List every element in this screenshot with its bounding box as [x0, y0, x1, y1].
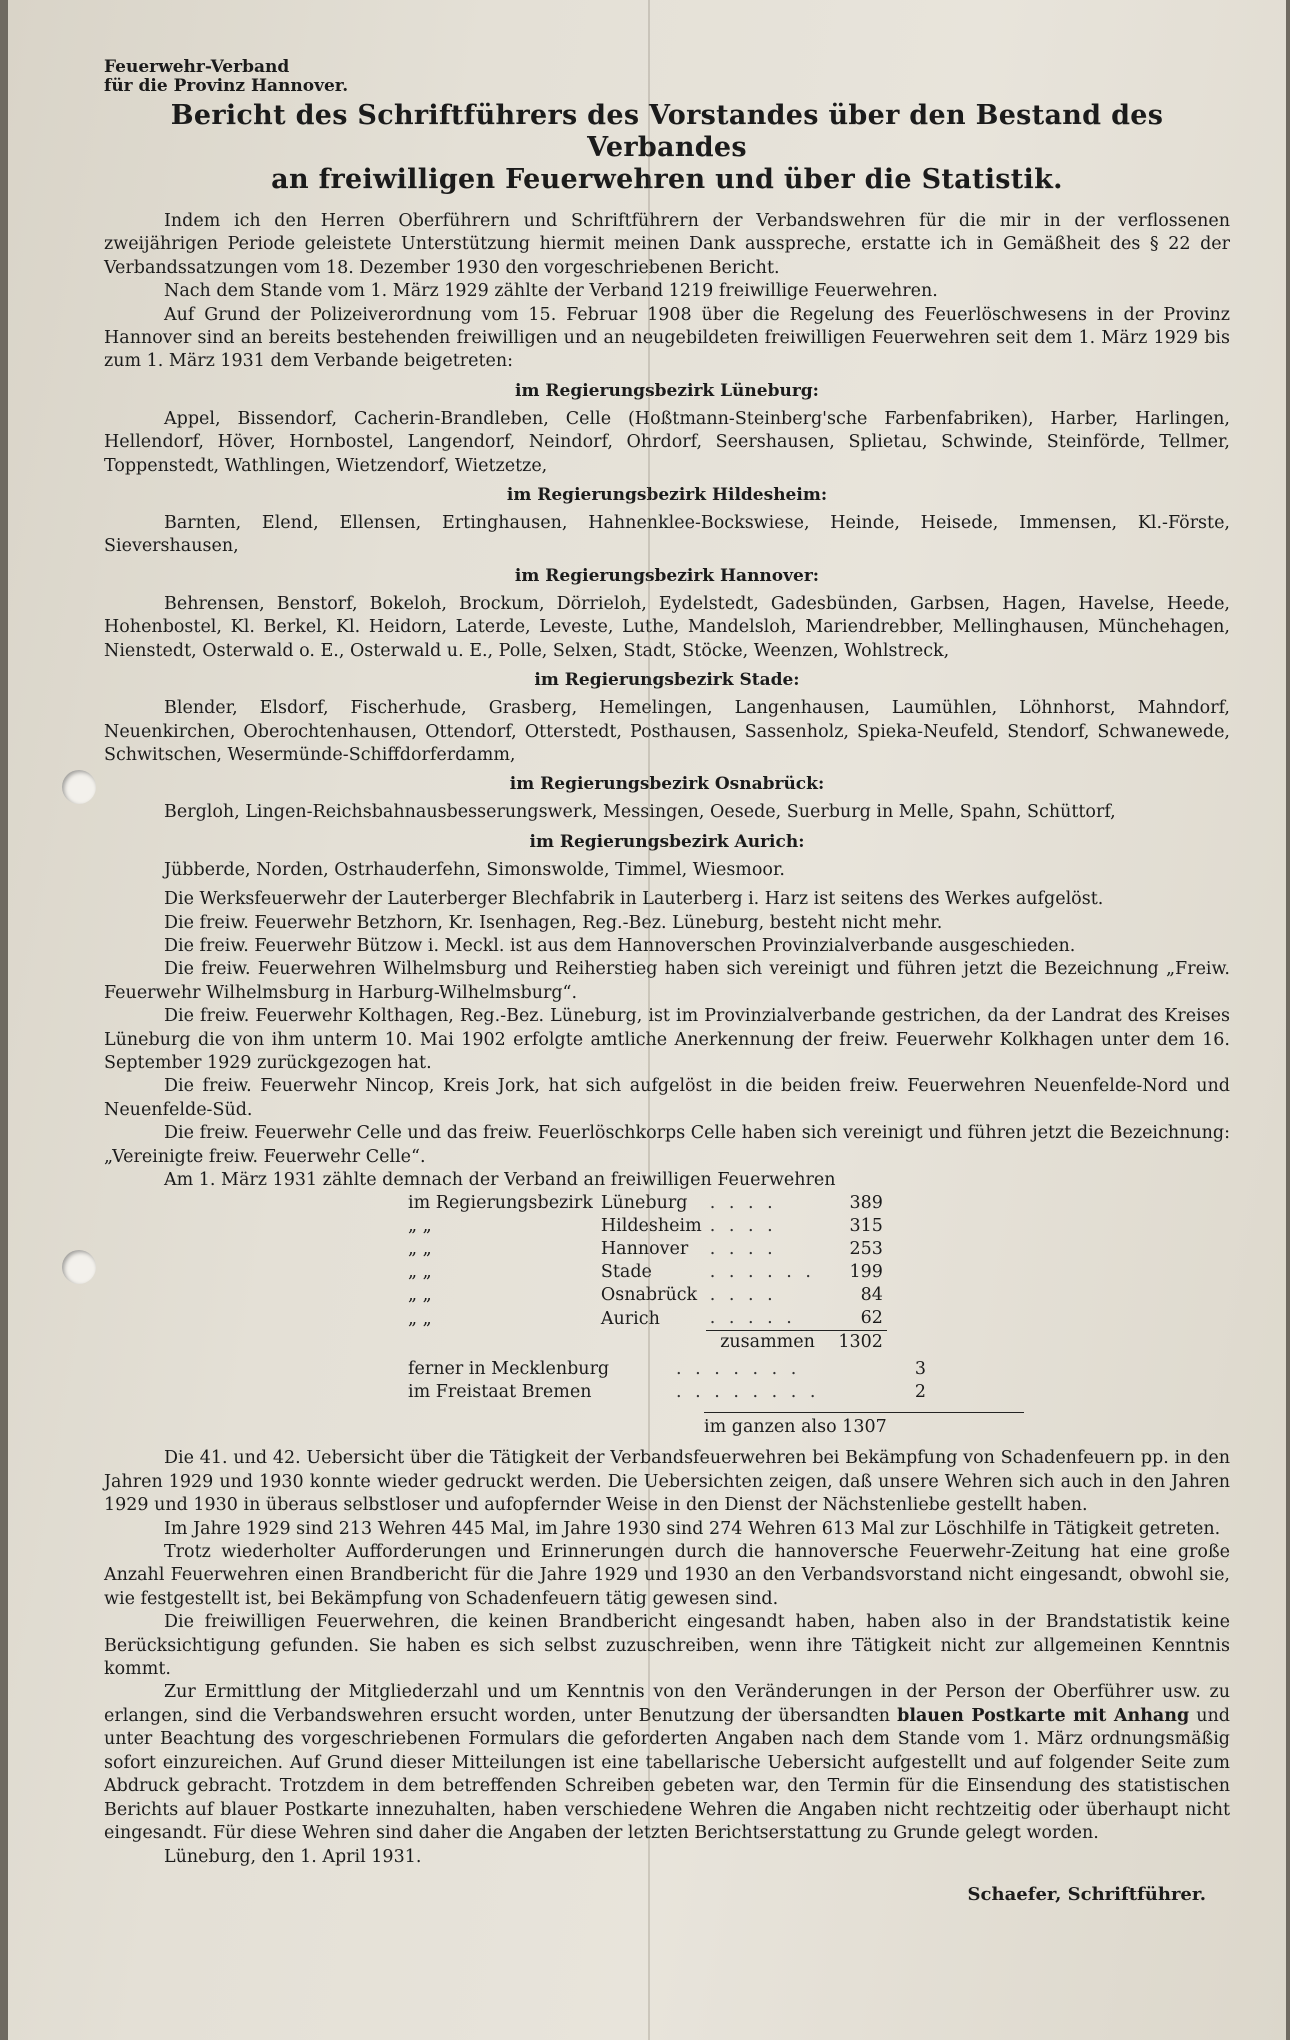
extra-label: ferner in Mecklenburg — [408, 1359, 610, 1380]
dateline: Lüneburg, den 1. April 1931. — [164, 1847, 422, 1868]
region-towns: Jübberde, Norden, Ostrhauderfehn, Simonswolde, Timmel, Wiesmoor. — [164, 859, 785, 880]
stats-region: Lüneburg — [600, 1193, 688, 1214]
table-row — [404, 1238, 887, 1261]
stats-count: 253 — [849, 1239, 883, 1260]
title-line-1: Bericht des Schriftführers des Vorstandes über den Bestand des Verbandes — [170, 100, 1164, 163]
stats-extra-table — [404, 1358, 930, 1404]
closing-paragraph: Im Jahre 1929 sind 213 Wehren 445 Mal, im Jahre 1930 sind 274 Wehren 613 Mal zur Löschhilfe in Tätigkeit getreten. — [164, 1518, 1221, 1539]
extra-label: im Freistaat Bremen — [408, 1382, 592, 1403]
table-row — [404, 1381, 930, 1404]
stats-region: Stade — [600, 1262, 652, 1283]
paper-fold — [648, 0, 650, 2040]
stats-dots: . . . . — [709, 1216, 777, 1237]
document-page — [8, 0, 1286, 2040]
stats-sum-label: zusammen — [706, 1331, 819, 1355]
final-part-1: Zur Ermittlung der Mitgliederzahl und um Kenntnis von den Veränderungen in der Person der Oberführer usw. zu erlangen, sind die Verbandswehren ersucht worden, unter Benutzung der übersandten — [104, 1682, 1230, 1726]
closing-paragraph: Die 41. und 42. Uebersicht über die Tätigkeit der Verbandsfeuerwehren bei Bekämpfung von Schadenfeuern pp. in den Jahren 1929 und 1930 konnte wieder gedruckt werden. Die Uebersichten zeigen, daß unsere Wehren sich auch in den Jahren 1929 und 1930 in überaus selbstloser und aufopfernder Weise in den Dienst der Nächstenliebe gestellt haben. — [104, 1448, 1230, 1516]
closing-paragraph-final — [104, 1681, 1230, 1845]
org-line-2: für die Provinz Hannover. — [104, 76, 349, 96]
closing-paragraph: Die freiwilligen Feuerwehren, die keinen Brandbericht eingesandt haben, haben also in der Brandstatistik keine Berücksichtigung gefunden. Sie haben es sich selbst zuzuschreiben, wenn ihre Tätigkeit nicht zur allgemeinen Kenntnis kommt. — [104, 1612, 1230, 1680]
stats-count: 199 — [849, 1262, 883, 1283]
stats-dots: . . . . . — [709, 1308, 796, 1329]
stats-region: Hildesheim — [600, 1216, 702, 1237]
table-row — [404, 1307, 887, 1331]
region-heading: im Regierungsbezirk Aurich: — [529, 831, 805, 852]
intro-paragraph-1: Indem ich den Herren Oberführern und Schriftführern der Verbandswehren für die mir in der verflossenen zweijährigen Periode geleistete Unterstützung hiermit meinen Dank ausspreche, erstatte ich in Gemäßheit des § 22 der Verbandssatzungen vom 18. Dezember 1930 den vorgeschriebenen Bericht. — [104, 211, 1230, 278]
closing-paragraph: Trotz wiederholter Aufforderungen und Erinnerungen durch die hannoversche Feuerwehr-Zeitung hat eine große Anzahl Feuerwehren einen Brandbericht für die Jahre 1929 und 1930 an den Verbandsvorstand nicht eingesandt, obwohl sie, wie festgestellt ist, bei Bekämpfung von Schadenfeuern tätig gewesen sind. — [104, 1542, 1230, 1609]
region-heading: im Regierungsbezirk Hannover: — [514, 565, 820, 586]
title-line-2: an freiwilligen Feuerwehren und über die Statistik. — [271, 164, 1063, 195]
change-note: Die freiw. Feuerwehr Celle und das freiw. Feuerlöschkorps Celle haben sich vereinigt und führen jetzt die Bezeichnung: „Vereinigte freiw. Feuerwehr Celle“. — [104, 1123, 1230, 1167]
region-towns: Blender, Elsdorf, Fischerhude, Grasberg, Hemelingen, Langenhausen, Laumühlen, Löhnhorst, Mahndorf, Neuenkirchen, Oberochtenhausen, Ottendorf, Otterstedt, Posthausen, Sassenholz, Spieka-Neufeld, Stendorf, Schwanewede, Schwitschen, Wesermünde-Schiffdorferdamm, — [104, 698, 1230, 765]
stats-prefix: im Regierungsbezirk — [408, 1193, 593, 1214]
organization-header — [104, 58, 1230, 96]
intro-paragraph-2: Nach dem Stande vom 1. März 1929 zählte der Verband 1219 freiwillige Feuerwehren. — [164, 281, 938, 302]
stats-dots: . . . . — [709, 1239, 777, 1260]
extra-count: 2 — [914, 1382, 926, 1403]
punch-hole-upper — [62, 770, 96, 804]
region-towns: Appel, Bissendorf, Cacherin-Brandleben, Celle (Hoßtmann-Steinberg'sche Farbenfabriken), Harber, Harlingen, Hellendorf, Höver, Hornbostel, Langendorf, Neindorf, Ohrdorf, Seershausen, Splietau, Schwinde, Steinförde, Tellmer, Toppenstedt, Wathlingen, Wietzendorf, Wietzetze, — [104, 408, 1230, 476]
change-note: Die Werksfeuerwehr der Lauterberger Blechfabrik in Lauterberg i. Harz ist seitens des Werkes aufgelöst. — [164, 889, 1104, 910]
stats-sum-row — [404, 1331, 887, 1355]
stats-sum-value: 1302 — [819, 1331, 887, 1355]
final-bold-phrase: blauen Postkarte mit Anhang — [897, 1705, 1190, 1726]
change-note: Die freiw. Feuerwehren Wilhelmsburg und Reiherstieg haben sich vereinigt und führen jetzt die Bezeichnung „Freiw. Feuerwehr Wilhelmsburg in Harburg-Wilhelmsburg“. — [104, 959, 1230, 1003]
intro-paragraph-3: Auf Grund der Polizeiverordnung vom 15. Februar 1908 über die Regelung des Feuerlöschwesens in der Provinz Hannover sind an bereits bestehenden freiwilligen und an neugebildeten freiwilligen Feuerwehren seit dem 1. März 1929 bis zum 1. März 1931 dem Verbande beigetreten: — [104, 304, 1230, 372]
final-part-2: und unter Beachtung des vorgeschriebenen Formulars die geforderten Angaben nach dem Stande vom 1. März ordnungsmäßig sofort einzureichen. Auf Grund dieser Mitteilungen ist eine tabellarische Uebersicht aufgestellt und auf folgender Seite zum Abdruck gebracht. Trotzdem in dem betreffenden Schreiben gebeten war, den Termin für die Einsendung des statistischen Berichts auf blauer Postkarte innezuhalten, haben verschiedene Wehren die Angaben nicht rechtzeitig oder überhaupt nicht eingesandt. Für diese Wehren sind daher die Angaben der letzten Berichtserstattung zu Grunde gelegt worden. — [104, 1705, 1230, 1843]
stats-count: 389 — [849, 1193, 883, 1214]
stats-count: 315 — [849, 1216, 883, 1237]
table-row — [404, 1192, 887, 1215]
region-towns: Bergloh, Lingen-Reichsbahnausbesserungswerk, Messingen, Oesede, Suerburg in Melle, Spahn, Schüttorf, — [164, 802, 1116, 823]
stats-prefix: „ „ — [408, 1262, 432, 1283]
org-line-1: Feuerwehr-Verband — [104, 57, 290, 77]
stats-region: Osnabrück — [600, 1285, 698, 1306]
stats-region: Hannover — [600, 1239, 689, 1260]
table-row — [404, 1261, 887, 1284]
change-note: Die freiw. Feuerwehr Betzhorn, Kr. Isenhagen, Reg.-Bez. Lüneburg, besteht nicht mehr. — [164, 912, 943, 933]
stats-prefix: „ „ — [408, 1216, 432, 1237]
extra-count: 3 — [914, 1359, 926, 1380]
extra-dots: . . . . . . . — [676, 1359, 801, 1380]
region-heading: im Regierungsbezirk Lüneburg: — [515, 380, 819, 401]
stats-prefix: „ „ — [408, 1285, 432, 1306]
stats-prefix: „ „ — [408, 1308, 432, 1329]
stats-dots: . . . . — [709, 1193, 777, 1214]
region-heading: im Regierungsbezirk Stade: — [534, 670, 800, 691]
region-towns: Behrensen, Benstorf, Bokeloh, Brockum, Dörrieloh, Eydelstedt, Gadesbünden, Garbsen, Hagen, Havelse, Heede, Hohenbostel, Kl. Berkel, Kl. Heidorn, Laterde, Leveste, Luthe, Mandelsloh, Mariendrebber, Mellinghausen, Münchehagen, Nienstedt, Osterwald o. E., Osterwald u. E., Polle, Selxen, Stadt, Stöcke, Weenzen, Wohlstreck, — [104, 593, 1230, 661]
region-heading: im Regierungsbezirk Osnabrück: — [509, 774, 825, 795]
table-row — [404, 1215, 887, 1238]
region-towns: Barnten, Elend, Ellensen, Ertinghausen, Hahnenklee-Bockswiese, Heinde, Heisede, Immensen, Kl.-Förste, Sievershausen, — [104, 513, 1230, 557]
table-row — [404, 1284, 887, 1307]
punch-hole-lower — [62, 1250, 96, 1284]
stats-dots: . . . . . . — [709, 1262, 815, 1283]
signature: Schaefer, Schriftführer. — [967, 1884, 1206, 1906]
stats-count: 84 — [860, 1285, 883, 1306]
stats-intro: Am 1. März 1931 zählte demnach der Verband an freiwilligen Feuerwehren — [164, 1170, 836, 1190]
extra-dots: . . . . . . . . — [676, 1382, 820, 1403]
stats-total: im ganzen also 1307 — [704, 1417, 887, 1438]
stats-table — [404, 1192, 887, 1354]
stats-region: Aurich — [600, 1308, 660, 1329]
table-row — [404, 1358, 930, 1381]
report-title — [104, 100, 1230, 196]
change-note: Die freiw. Feuerwehr Nincop, Kreis Jork, hat sich aufgelöst in die beiden freiw. Feuerwehren Neuenfelde-Nord und Neuenfelde-Süd. — [104, 1076, 1230, 1120]
region-heading: im Regierungsbezirk Hildesheim: — [506, 485, 828, 506]
stats-dots: . . . . — [709, 1285, 777, 1306]
change-note: Die freiw. Feuerwehr Bützow i. Meckl. ist aus dem Hannoverschen Provinzialverbande ausgeschieden. — [164, 935, 1076, 956]
change-note: Die freiw. Feuerwehr Kolthagen, Reg.-Bez. Lüneburg, ist im Provinzialverbande gestrichen, da der Landrat des Kreises Lüneburg die von ihm unterm 10. Mai 1902 erfolgte amtliche Anerkennung der freiw. Feuerwehr Kolkhagen unter dem 16. September 1929 zurückgezogen hat. — [104, 1006, 1230, 1073]
total-rule — [704, 1412, 1024, 1413]
stats-count: 62 — [860, 1308, 883, 1329]
stats-prefix: „ „ — [408, 1239, 432, 1260]
